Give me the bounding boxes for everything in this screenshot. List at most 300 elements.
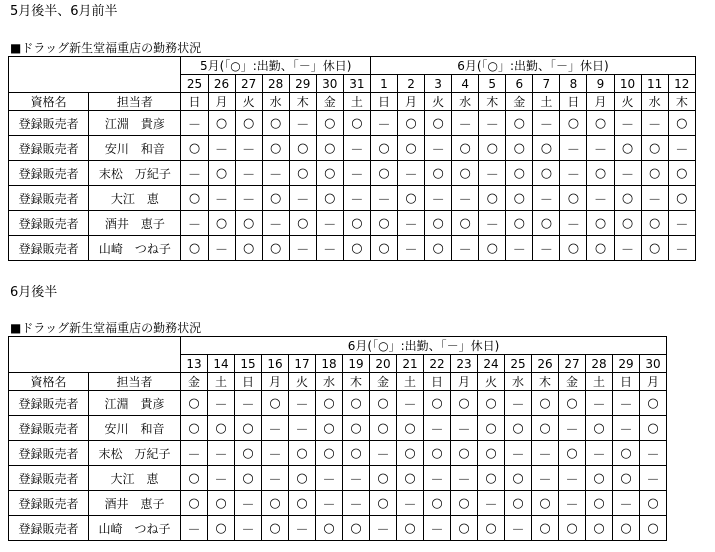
attendance-mark-cell: ○	[478, 466, 505, 491]
attendance-mark-cell: －	[614, 161, 641, 186]
staff-name-cell: 大江 恵	[89, 186, 181, 211]
weekday-row	[9, 93, 696, 111]
attendance-mark-cell: －	[398, 211, 425, 236]
attendance-mark-cell: ○	[425, 236, 452, 261]
attendance-mark-cell: ○	[208, 491, 235, 516]
attendance-mark-cell: －	[343, 491, 370, 516]
attendance-mark-cell: ○	[181, 416, 208, 441]
attendance-mark-cell: －	[235, 516, 262, 541]
attendance-mark-cell: ○	[505, 416, 532, 441]
attendance-mark-cell: ○	[181, 491, 208, 516]
attendance-mark-cell: －	[479, 161, 506, 186]
attendance-mark-cell: －	[668, 211, 695, 236]
weekday-cell: 土	[397, 373, 424, 391]
attendance-mark-cell: ○	[289, 211, 316, 236]
attendance-mark-cell: －	[424, 466, 451, 491]
month-header-row	[9, 57, 696, 75]
attendance-mark-cell: ○	[560, 236, 587, 261]
attendance-mark-cell: ○	[343, 211, 370, 236]
weekday-cell: 土	[343, 93, 370, 111]
month-header-june: 6月(「○」:出勤、「－」休日)	[181, 337, 667, 355]
attendance-mark-cell: －	[289, 391, 316, 416]
attendance-mark-cell: －	[398, 161, 425, 186]
attendance-mark-cell: －	[370, 186, 397, 211]
month-header-june: 6月(「○」:出勤、「－」休日)	[370, 57, 695, 75]
attendance-mark-cell: ○	[478, 441, 505, 466]
attendance-mark-cell: －	[425, 186, 452, 211]
staff-name-cell: 酒井 恵子	[89, 211, 181, 236]
attendance-mark-cell: －	[479, 211, 506, 236]
table-row	[9, 136, 696, 161]
attendance-mark-cell: ○	[289, 491, 316, 516]
attendance-mark-cell: ○	[506, 211, 533, 236]
attendance-mark-cell: ○	[316, 136, 343, 161]
attendance-mark-cell: ○	[262, 516, 289, 541]
person-header: 担当者	[89, 373, 181, 391]
weekday-cell: 日	[560, 93, 587, 111]
attendance-mark-cell: ○	[289, 136, 316, 161]
section-heading: 5月後半、6月前半	[10, 4, 118, 19]
attendance-mark-cell: ○	[640, 391, 667, 416]
attendance-mark-cell: ○	[451, 491, 478, 516]
weekday-cell: 月	[587, 93, 614, 111]
attendance-mark-cell: ○	[668, 161, 695, 186]
attendance-mark-cell: ○	[343, 111, 370, 136]
attendance-mark-cell: ○	[289, 441, 316, 466]
attendance-mark-cell: －	[316, 491, 343, 516]
day-number-cell: 31	[343, 75, 370, 93]
table-row	[9, 466, 667, 491]
day-number-cell: 26	[208, 75, 235, 93]
attendance-mark-cell: ○	[452, 161, 479, 186]
attendance-mark-cell: ○	[370, 161, 397, 186]
attendance-mark-cell: ○	[478, 516, 505, 541]
attendance-mark-cell: －	[316, 236, 343, 261]
qualification-cell: 登録販売者	[9, 466, 89, 491]
weekday-cell: 日	[370, 93, 397, 111]
attendance-mark-cell: －	[316, 211, 343, 236]
attendance-mark-cell: －	[533, 236, 560, 261]
staff-name-cell: 山崎 つね子	[89, 516, 181, 541]
weekday-cell: 木	[668, 93, 695, 111]
attendance-mark-cell: ○	[478, 391, 505, 416]
weekday-cell: 金	[559, 373, 586, 391]
store-title: ■ドラッグ新生堂福重店の勤務状況	[10, 321, 202, 335]
weekday-cell: 日	[181, 93, 208, 111]
attendance-mark-cell: ○	[641, 161, 668, 186]
attendance-mark-cell: －	[478, 491, 505, 516]
attendance-mark-cell: ○	[343, 391, 370, 416]
attendance-mark-cell: ○	[586, 491, 613, 516]
qualification-cell: 登録販売者	[9, 236, 89, 261]
attendance-mark-cell: －	[289, 516, 316, 541]
attendance-mark-cell: ○	[451, 441, 478, 466]
attendance-mark-cell: －	[235, 186, 262, 211]
month-header-may: 5月(「○」:出勤、「－」休日)	[181, 57, 370, 75]
attendance-mark-cell: －	[397, 491, 424, 516]
attendance-mark-cell: ○	[613, 466, 640, 491]
table-row	[9, 441, 667, 466]
attendance-mark-cell: －	[370, 516, 397, 541]
attendance-mark-cell: ○	[587, 236, 614, 261]
attendance-mark-cell: －	[614, 111, 641, 136]
attendance-mark-cell: ○	[343, 416, 370, 441]
staff-name-cell: 酒井 恵子	[89, 491, 181, 516]
attendance-mark-cell: ○	[506, 186, 533, 211]
attendance-mark-cell: －	[208, 466, 235, 491]
attendance-mark-cell: ○	[262, 186, 289, 211]
day-number-cell: 29	[613, 355, 640, 373]
weekday-cell: 水	[316, 373, 343, 391]
attendance-mark-cell: －	[533, 186, 560, 211]
table-row	[9, 391, 667, 416]
attendance-mark-cell: －	[262, 466, 289, 491]
attendance-mark-cell: ○	[560, 111, 587, 136]
attendance-table	[8, 336, 667, 541]
weekday-cell: 日	[613, 373, 640, 391]
attendance-mark-cell: ○	[533, 136, 560, 161]
attendance-mark-cell: ○	[560, 186, 587, 211]
attendance-mark-cell: ○	[235, 416, 262, 441]
attendance-mark-cell: ○	[397, 416, 424, 441]
attendance-mark-cell: ○	[343, 441, 370, 466]
attendance-mark-cell: ○	[506, 161, 533, 186]
qualification-cell: 登録販売者	[9, 111, 89, 136]
attendance-mark-cell: －	[559, 491, 586, 516]
attendance-mark-cell: ○	[587, 211, 614, 236]
attendance-mark-cell: －	[640, 441, 667, 466]
attendance-mark-cell: ○	[505, 491, 532, 516]
attendance-mark-cell: －	[451, 416, 478, 441]
attendance-mark-cell: －	[208, 136, 235, 161]
attendance-mark-cell: －	[235, 161, 262, 186]
weekday-cell: 水	[641, 93, 668, 111]
attendance-table	[8, 56, 696, 261]
table-row	[9, 516, 667, 541]
day-number-cell: 3	[425, 75, 452, 93]
attendance-mark-cell: ○	[235, 236, 262, 261]
staff-name-cell: 安川 和音	[89, 416, 181, 441]
staff-name-cell: 江淵 貴彦	[89, 391, 181, 416]
day-number-cell: 7	[533, 75, 560, 93]
attendance-mark-cell: ○	[533, 161, 560, 186]
attendance-mark-cell: －	[613, 391, 640, 416]
attendance-mark-cell: －	[181, 211, 208, 236]
attendance-mark-cell: ○	[181, 236, 208, 261]
table-row	[9, 491, 667, 516]
section-heading: 6月後半	[10, 285, 58, 300]
attendance-mark-cell: ○	[559, 391, 586, 416]
attendance-mark-cell: －	[425, 136, 452, 161]
weekday-cell: 水	[505, 373, 532, 391]
attendance-mark-cell: ○	[181, 466, 208, 491]
day-number-cell: 28	[262, 75, 289, 93]
attendance-mark-cell: －	[613, 416, 640, 441]
day-number-cell: 1	[370, 75, 397, 93]
weekday-cell: 水	[452, 93, 479, 111]
attendance-mark-cell: －	[452, 186, 479, 211]
attendance-mark-cell: ○	[289, 161, 316, 186]
staff-name-cell: 山崎 つね子	[89, 236, 181, 261]
attendance-mark-cell: －	[289, 236, 316, 261]
attendance-mark-cell: ○	[397, 441, 424, 466]
qualification-cell: 登録販売者	[9, 186, 89, 211]
weekday-cell: 火	[478, 373, 505, 391]
attendance-mark-cell: －	[560, 136, 587, 161]
weekday-cell: 金	[181, 373, 208, 391]
day-number-cell: 15	[235, 355, 262, 373]
attendance-mark-cell: －	[208, 186, 235, 211]
attendance-mark-cell: ○	[235, 441, 262, 466]
weekday-cell: 月	[208, 93, 235, 111]
attendance-mark-cell: ○	[425, 111, 452, 136]
attendance-mark-cell: －	[452, 111, 479, 136]
weekday-cell: 木	[343, 373, 370, 391]
attendance-mark-cell: －	[586, 441, 613, 466]
attendance-mark-cell: ○	[559, 516, 586, 541]
attendance-mark-cell: ○	[208, 111, 235, 136]
attendance-mark-cell: －	[586, 391, 613, 416]
attendance-mark-cell: ○	[370, 416, 397, 441]
attendance-mark-cell: ○	[398, 186, 425, 211]
attendance-mark-cell: ○	[614, 211, 641, 236]
attendance-mark-cell: －	[181, 441, 208, 466]
day-number-cell: 24	[478, 355, 505, 373]
attendance-mark-cell: －	[208, 391, 235, 416]
attendance-mark-cell: ○	[424, 391, 451, 416]
attendance-mark-cell: ○	[640, 416, 667, 441]
attendance-mark-cell: ○	[532, 491, 559, 516]
qualification-cell: 登録販売者	[9, 211, 89, 236]
attendance-mark-cell: ○	[587, 111, 614, 136]
attendance-mark-cell: －	[343, 161, 370, 186]
day-number-cell: 13	[181, 355, 208, 373]
weekday-cell: 金	[370, 373, 397, 391]
attendance-mark-cell: ○	[208, 516, 235, 541]
attendance-mark-cell: ○	[370, 391, 397, 416]
qualification-cell: 登録販売者	[9, 161, 89, 186]
attendance-mark-cell: ○	[533, 211, 560, 236]
attendance-mark-cell: －	[316, 466, 343, 491]
attendance-mark-cell: ○	[532, 416, 559, 441]
attendance-mark-cell: －	[343, 466, 370, 491]
staff-name-cell: 安川 和音	[89, 136, 181, 161]
attendance-mark-cell: ○	[668, 186, 695, 211]
attendance-mark-cell: －	[451, 466, 478, 491]
store-title: ■ドラッグ新生堂福重店の勤務状況	[10, 41, 202, 55]
qualification-cell: 登録販売者	[9, 441, 89, 466]
attendance-mark-cell: ○	[398, 111, 425, 136]
attendance-mark-cell: ○	[262, 136, 289, 161]
weekday-cell: 金	[316, 93, 343, 111]
attendance-mark-cell: ○	[641, 211, 668, 236]
day-number-cell: 26	[532, 355, 559, 373]
qualification-cell: 登録販売者	[9, 491, 89, 516]
attendance-mark-cell: ○	[641, 136, 668, 161]
attendance-mark-cell: ○	[479, 136, 506, 161]
table-row	[9, 416, 667, 441]
attendance-mark-cell: ○	[425, 161, 452, 186]
day-number-cell: 27	[559, 355, 586, 373]
day-number-cell: 11	[641, 75, 668, 93]
weekday-cell: 月	[451, 373, 478, 391]
day-number-cell: 10	[614, 75, 641, 93]
attendance-mark-cell: ○	[614, 136, 641, 161]
day-number-cell: 19	[343, 355, 370, 373]
weekday-cell: 木	[479, 93, 506, 111]
month-header-row	[9, 337, 667, 355]
staff-name-cell: 末松 万紀子	[89, 161, 181, 186]
attendance-mark-cell: ○	[640, 516, 667, 541]
attendance-mark-cell: ○	[316, 161, 343, 186]
attendance-mark-cell: ○	[614, 186, 641, 211]
attendance-mark-cell: ○	[370, 466, 397, 491]
staff-name-cell: 大江 恵	[89, 466, 181, 491]
attendance-mark-cell: ○	[370, 491, 397, 516]
weekday-cell: 金	[506, 93, 533, 111]
qualification-cell: 登録販売者	[9, 516, 89, 541]
attendance-mark-cell: －	[614, 236, 641, 261]
attendance-mark-cell: ○	[398, 136, 425, 161]
attendance-mark-cell: －	[505, 516, 532, 541]
attendance-mark-cell: ○	[370, 236, 397, 261]
weekday-cell: 火	[425, 93, 452, 111]
attendance-mark-cell: ○	[452, 211, 479, 236]
attendance-mark-cell: －	[181, 161, 208, 186]
blank-corner-cell	[9, 337, 181, 373]
attendance-mark-cell: ○	[181, 186, 208, 211]
staff-name-cell: 末松 万紀子	[89, 441, 181, 466]
attendance-mark-cell: －	[370, 111, 397, 136]
attendance-mark-cell: ○	[641, 236, 668, 261]
day-number-cell: 6	[506, 75, 533, 93]
day-number-cell: 25	[505, 355, 532, 373]
attendance-mark-cell: ○	[262, 391, 289, 416]
weekday-row	[9, 373, 667, 391]
attendance-mark-cell: －	[208, 236, 235, 261]
attendance-mark-cell: ○	[613, 441, 640, 466]
attendance-mark-cell: －	[560, 211, 587, 236]
attendance-mark-cell: ○	[451, 391, 478, 416]
attendance-mark-cell: －	[668, 236, 695, 261]
day-number-cell: 5	[479, 75, 506, 93]
attendance-mark-cell: ○	[397, 466, 424, 491]
table-row	[9, 236, 696, 261]
attendance-mark-cell: ○	[505, 466, 532, 491]
attendance-mark-cell: －	[668, 136, 695, 161]
day-number-cell: 22	[424, 355, 451, 373]
day-number-cell: 12	[668, 75, 695, 93]
attendance-mark-cell: －	[289, 111, 316, 136]
attendance-mark-cell: ○	[181, 136, 208, 161]
weekday-cell: 土	[208, 373, 235, 391]
attendance-mark-cell: －	[181, 516, 208, 541]
attendance-mark-cell: ○	[532, 391, 559, 416]
attendance-mark-cell: ○	[316, 441, 343, 466]
attendance-mark-cell: ○	[506, 136, 533, 161]
attendance-mark-cell: ○	[208, 161, 235, 186]
attendance-mark-cell: －	[289, 186, 316, 211]
attendance-mark-cell: ○	[613, 516, 640, 541]
attendance-mark-cell: －	[235, 136, 262, 161]
attendance-mark-cell: －	[262, 441, 289, 466]
attendance-mark-cell: ○	[668, 111, 695, 136]
attendance-mark-cell: ○	[370, 136, 397, 161]
attendance-mark-cell: ○	[425, 211, 452, 236]
attendance-mark-cell: ○	[397, 516, 424, 541]
attendance-mark-cell: ○	[181, 391, 208, 416]
attendance-mark-cell: －	[587, 186, 614, 211]
day-number-cell: 21	[397, 355, 424, 373]
attendance-mark-cell: ○	[316, 111, 343, 136]
attendance-mark-cell: ○	[424, 491, 451, 516]
day-number-cell: 8	[560, 75, 587, 93]
day-number-cell: 27	[235, 75, 262, 93]
attendance-mark-cell: －	[424, 516, 451, 541]
attendance-mark-cell: －	[262, 211, 289, 236]
attendance-mark-cell: ○	[262, 111, 289, 136]
attendance-mark-cell: ○	[424, 441, 451, 466]
attendance-mark-cell: －	[479, 111, 506, 136]
attendance-mark-cell: ○	[478, 416, 505, 441]
qualification-cell: 登録販売者	[9, 136, 89, 161]
blank-corner-cell	[9, 57, 181, 93]
weekday-cell: 木	[289, 93, 316, 111]
attendance-mark-cell: －	[289, 416, 316, 441]
attendance-mark-cell: －	[560, 161, 587, 186]
attendance-mark-cell: －	[559, 416, 586, 441]
attendance-mark-cell: －	[613, 491, 640, 516]
attendance-mark-cell: ○	[262, 236, 289, 261]
attendance-mark-cell: ○	[235, 111, 262, 136]
attendance-mark-cell: ○	[235, 211, 262, 236]
person-header: 担当者	[89, 93, 181, 111]
attendance-mark-cell: ○	[316, 416, 343, 441]
attendance-mark-cell: ○	[235, 466, 262, 491]
attendance-mark-cell: －	[559, 466, 586, 491]
attendance-mark-cell: ○	[316, 516, 343, 541]
day-number-cell: 9	[587, 75, 614, 93]
table-row	[9, 111, 696, 136]
day-number-cell: 18	[316, 355, 343, 373]
weekday-cell: 木	[532, 373, 559, 391]
day-number-cell: 4	[452, 75, 479, 93]
attendance-mark-cell: ○	[262, 491, 289, 516]
attendance-mark-cell: －	[208, 441, 235, 466]
day-number-cell: 20	[370, 355, 397, 373]
day-number-cell: 23	[451, 355, 478, 373]
attendance-mark-cell: ○	[343, 236, 370, 261]
weekday-cell: 日	[424, 373, 451, 391]
attendance-mark-cell: －	[532, 441, 559, 466]
qualification-cell: 登録販売者	[9, 391, 89, 416]
weekday-cell: 月	[640, 373, 667, 391]
attendance-mark-cell: ○	[586, 466, 613, 491]
attendance-mark-cell: ○	[586, 516, 613, 541]
attendance-mark-cell: ○	[343, 516, 370, 541]
attendance-mark-cell: －	[640, 466, 667, 491]
attendance-mark-cell: ○	[316, 186, 343, 211]
attendance-mark-cell: －	[181, 111, 208, 136]
attendance-mark-cell: ○	[506, 111, 533, 136]
attendance-mark-cell: －	[506, 236, 533, 261]
weekday-cell: 火	[289, 373, 316, 391]
weekday-cell: 土	[533, 93, 560, 111]
attendance-mark-cell: ○	[451, 516, 478, 541]
weekday-cell: 火	[614, 93, 641, 111]
attendance-mark-cell: －	[262, 161, 289, 186]
attendance-mark-cell: ○	[559, 441, 586, 466]
